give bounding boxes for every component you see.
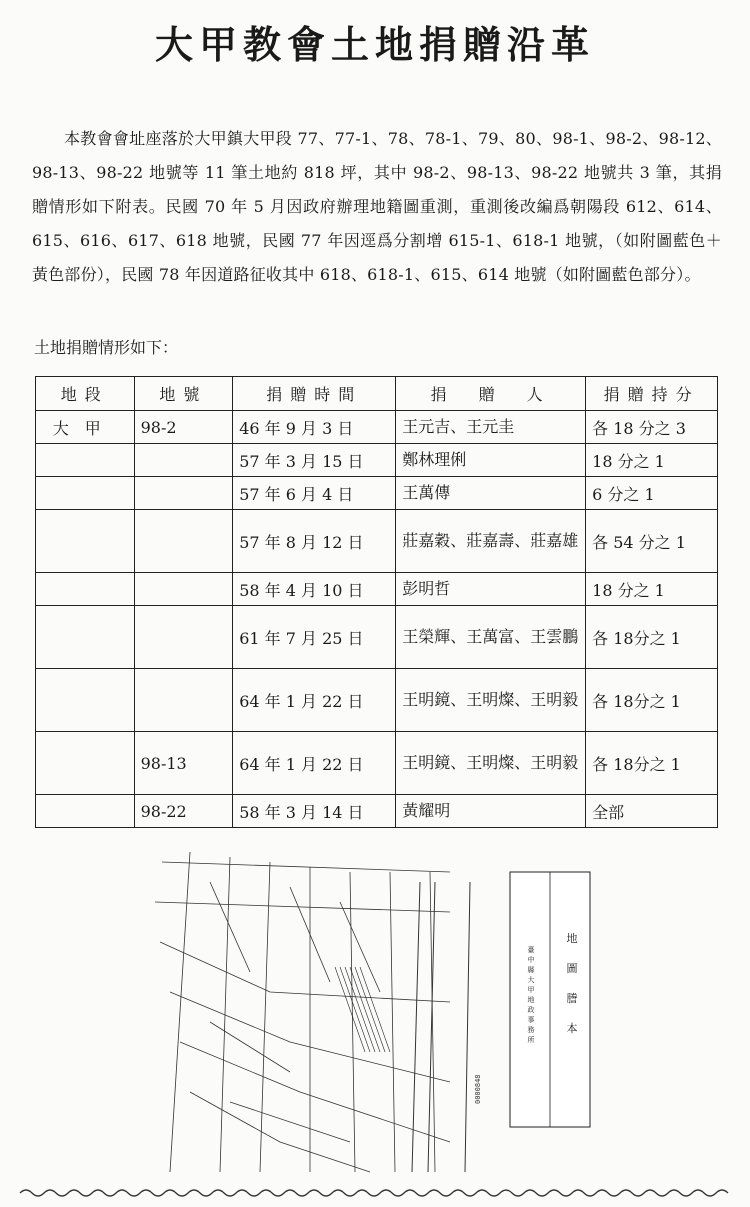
paragraph-text: 本教會會址座落於大甲鎮大甲段 77、77-1、78、78-1、79、80、98-1、98-2、98-12、98-13、98-22 地號等 11 筆土地約 818 坪，其中 98-2、98-13、98-22 地號共 3 筆，其捐贈情形如下附表。民國 70 年 5 月因政府辦理地籍圖重測，重測後改編爲朝陽段 612、614、615、616、617、618 地號，民國 77 年因逕爲分割增 615-1、618-1 地號，（如附圖藍色＋黃色部份），民國 78 年因道路征收其中 618、618-1、615、614 地號（如附圖藍色部分）。 — [32, 129, 722, 284]
decorative-wave-border — [0, 1186, 750, 1200]
page-title: 大甲教會土地捐贈沿革 — [154, 23, 595, 67]
svg-text:務: 務 — [527, 1026, 535, 1034]
cell-share: 6 分之 1 — [586, 477, 718, 510]
cell-lot-number — [134, 606, 233, 669]
cell-date: 64 年 1 月 22 日 — [233, 732, 396, 795]
cell-date: 57 年 6 月 4 日 — [233, 477, 396, 510]
cell-section — [36, 510, 135, 573]
cell-section — [36, 477, 135, 510]
cell-section — [36, 795, 135, 828]
cell-date: 58 年 4 月 10 日 — [233, 573, 396, 606]
cell-lot-number — [134, 444, 233, 477]
cell-date: 57 年 8 月 12 日 — [233, 510, 396, 573]
cell-share: 各 18分之 1 — [586, 732, 718, 795]
cell-date: 58 年 3 月 14 日 — [233, 795, 396, 828]
svg-text:所: 所 — [527, 1036, 535, 1044]
header-section: 地段 — [36, 377, 135, 411]
map-serial-number: 0000848 — [474, 1074, 482, 1104]
cell-lot-number: 98-2 — [134, 411, 233, 444]
cell-date: 46 年 9 月 3 日 — [233, 411, 396, 444]
svg-text:謄: 謄 — [566, 992, 578, 1005]
history-paragraph — [32, 122, 722, 292]
cell-share: 18 分之 1 — [586, 573, 718, 606]
cell-lot-number — [134, 477, 233, 510]
cell-share: 18 分之 1 — [586, 444, 718, 477]
cell-donor: 王元吉、王元圭 — [396, 411, 586, 444]
cadastral-map-image — [150, 842, 596, 1178]
header-lot-number: 地號 — [134, 377, 233, 411]
table-row — [36, 510, 718, 573]
header-share: 捐贈持分 — [586, 377, 718, 411]
table-row — [36, 669, 718, 732]
svg-text:事: 事 — [527, 1016, 535, 1024]
cell-share: 各 18分之 1 — [586, 606, 718, 669]
svg-text:地: 地 — [527, 996, 535, 1004]
cell-date: 64 年 1 月 22 日 — [233, 669, 396, 732]
cell-date: 57 年 3 月 15 日 — [233, 444, 396, 477]
cell-share: 各 18 分之 3 — [586, 411, 718, 444]
cell-lot-number — [134, 669, 233, 732]
cell-donor: 鄭林理俐 — [396, 444, 586, 477]
svg-text:政: 政 — [527, 1006, 535, 1014]
table-row — [36, 411, 718, 444]
cell-share: 全部 — [586, 795, 718, 828]
cell-donor: 王明鏡、王明燦、王明毅 — [396, 669, 586, 732]
table-row — [36, 573, 718, 606]
svg-text:縣: 縣 — [527, 966, 535, 974]
table-row — [36, 732, 718, 795]
cell-section — [36, 444, 135, 477]
cell-donor: 莊嘉穀、莊嘉壽、莊嘉雄 — [396, 510, 586, 573]
cell-donor: 彭明哲 — [396, 573, 586, 606]
header-donor: 捐 贈 人 — [396, 377, 586, 411]
svg-text:圖: 圖 — [566, 962, 578, 975]
cell-date: 61 年 7 月 25 日 — [233, 606, 396, 669]
svg-text:本: 本 — [566, 1022, 578, 1035]
cell-section — [36, 573, 135, 606]
cell-section — [36, 732, 135, 795]
map-road-lines — [412, 882, 470, 1172]
svg-text:中: 中 — [527, 956, 535, 964]
cell-lot-number — [134, 573, 233, 606]
cell-donor: 黃耀明 — [396, 795, 586, 828]
table-intro: 土地捐贈情形如下： — [34, 338, 179, 357]
donation-table — [35, 376, 718, 828]
svg-text:臺: 臺 — [527, 946, 535, 954]
header-date: 捐贈時間 — [233, 377, 396, 411]
svg-text:甲: 甲 — [527, 986, 535, 994]
table-row — [36, 795, 718, 828]
cell-section — [36, 669, 135, 732]
cell-section — [36, 606, 135, 669]
cell-lot-number: 98-22 — [134, 795, 233, 828]
table-row — [36, 444, 718, 477]
svg-text:地: 地 — [566, 932, 578, 945]
cell-lot-number: 98-13 — [134, 732, 233, 795]
table-row — [36, 477, 718, 510]
cell-donor: 王明鏡、王明燦、王明毅 — [396, 732, 586, 795]
cell-share: 各 18分之 1 — [586, 669, 718, 732]
cell-donor: 王萬傳 — [396, 477, 586, 510]
map-hatched-area — [335, 967, 390, 1052]
table-header-row — [36, 377, 718, 411]
table-row — [36, 606, 718, 669]
map-parcel-lines — [155, 852, 450, 1172]
cell-donor: 王榮輝、王萬富、王雲鵬 — [396, 606, 586, 669]
svg-text:大: 大 — [527, 976, 535, 984]
cell-share: 各 54 分之 1 — [586, 510, 718, 573]
cell-lot-number — [134, 510, 233, 573]
cell-section: 大甲 — [36, 411, 135, 444]
